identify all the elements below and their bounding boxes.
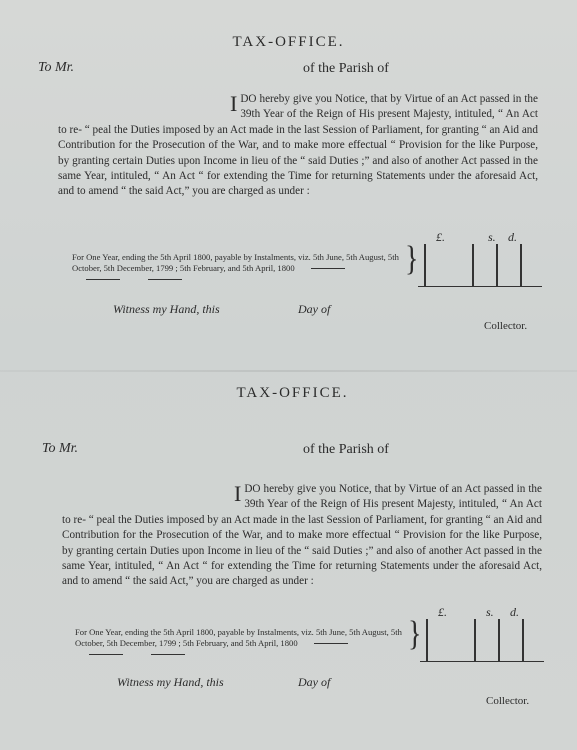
notice-body [58, 92, 538, 200]
addressee-label: To Mr. [38, 60, 75, 75]
dash-2 [86, 279, 120, 280]
addressee-label: To Mr. [42, 441, 79, 456]
grid-line [426, 619, 428, 661]
dash-1 [311, 268, 345, 269]
notice-title: TAX-OFFICE. [232, 34, 345, 50]
grid-line [496, 244, 498, 286]
drop-initial: I [234, 481, 242, 506]
brace-icon: } [408, 615, 422, 654]
tax-period [75, 627, 410, 659]
collector-label: Collector. [484, 320, 528, 332]
grid-line [522, 619, 524, 661]
tax-period [72, 252, 407, 284]
notice-bottom [0, 375, 577, 735]
grid-line [424, 244, 426, 286]
parish-label: of the Parish of [303, 61, 389, 76]
notice-text: DO hereby give you Notice, that by Virtue of an Act passed in the 39th Year of the Reign of His present Majesty, intituled, “ An Act to re- “ peal the Duties imposed by an Act made in the last Session of Parliament, for granting “ an Aid and Contribution for the Prosecution of the War, and to make more effectual “ Provision for the like Purpose, by granting certain Duties upon Income in lieu of the “ said Duties ;” and also of another Act passed in the same Year, intituled, “ An Act “ for extending the Time for returning Statements under the aforesaid Act, and to amend “ the said Act,” you are charged as under : [58, 93, 538, 198]
shillings-label: s. [488, 230, 496, 244]
fold-line [0, 370, 577, 372]
grid-line [474, 619, 476, 661]
pence-label: d. [508, 230, 517, 244]
day-label: Day of [298, 302, 331, 316]
grid-line [520, 244, 522, 286]
pence-label: d. [510, 605, 519, 619]
brace-icon: } [405, 240, 419, 279]
notice-text: DO hereby give you Notice, that by Virtue of an Act passed in the 39th Year of the Reign of His present Majesty, intituled, “ An Act to re- “ peal the Duties imposed by an Act made in the last Session of Parliament, for granting “ an Aid and Contribution for the Prosecution of the War, and to make more effectual “ Provision for the like Purpose, by granting certain Duties upon Income in lieu of the “ said Duties ;” and also of another Act passed in the same Year, intituled, “ An Act “ for extending the Time for returning Statements under the aforesaid Act, and to amend “ the said Act,” you are charged as under : [62, 483, 542, 588]
drop-initial: I [230, 91, 238, 116]
tax-period-text: For One Year, ending the 5th April 1800, payable by Instalments, viz. 5th June, 5th August, 5th October, 5th December, 1799 ; 5th February, and 5th April, 1800 [72, 252, 399, 273]
grid-line [472, 244, 474, 286]
grid-base [420, 661, 544, 662]
tax-period-text: For One Year, ending the 5th April 1800, payable by Instalments, viz. 5th June, 5th August, 5th October, 5th December, 1799 ; 5th February, and 5th April, 1800 [75, 627, 402, 648]
pounds-label: £. [438, 605, 447, 619]
notice-top [0, 0, 577, 360]
dash-1 [314, 643, 348, 644]
parish-label: of the Parish of [303, 442, 389, 457]
dash-3 [151, 654, 185, 655]
witness-label: Witness my Hand, this [113, 302, 220, 316]
collector-label: Collector. [486, 695, 530, 707]
witness-label: Witness my Hand, this [117, 675, 224, 689]
dash-2 [89, 654, 123, 655]
grid-base [418, 286, 542, 287]
notice-title: TAX-OFFICE. [236, 385, 349, 401]
notice-body [62, 482, 542, 590]
amount-grid [426, 605, 534, 661]
pounds-label: £. [436, 230, 445, 244]
day-label: Day of [298, 675, 331, 689]
grid-line [498, 619, 500, 661]
amount-grid [424, 230, 532, 286]
dash-3 [148, 279, 182, 280]
shillings-label: s. [486, 605, 494, 619]
